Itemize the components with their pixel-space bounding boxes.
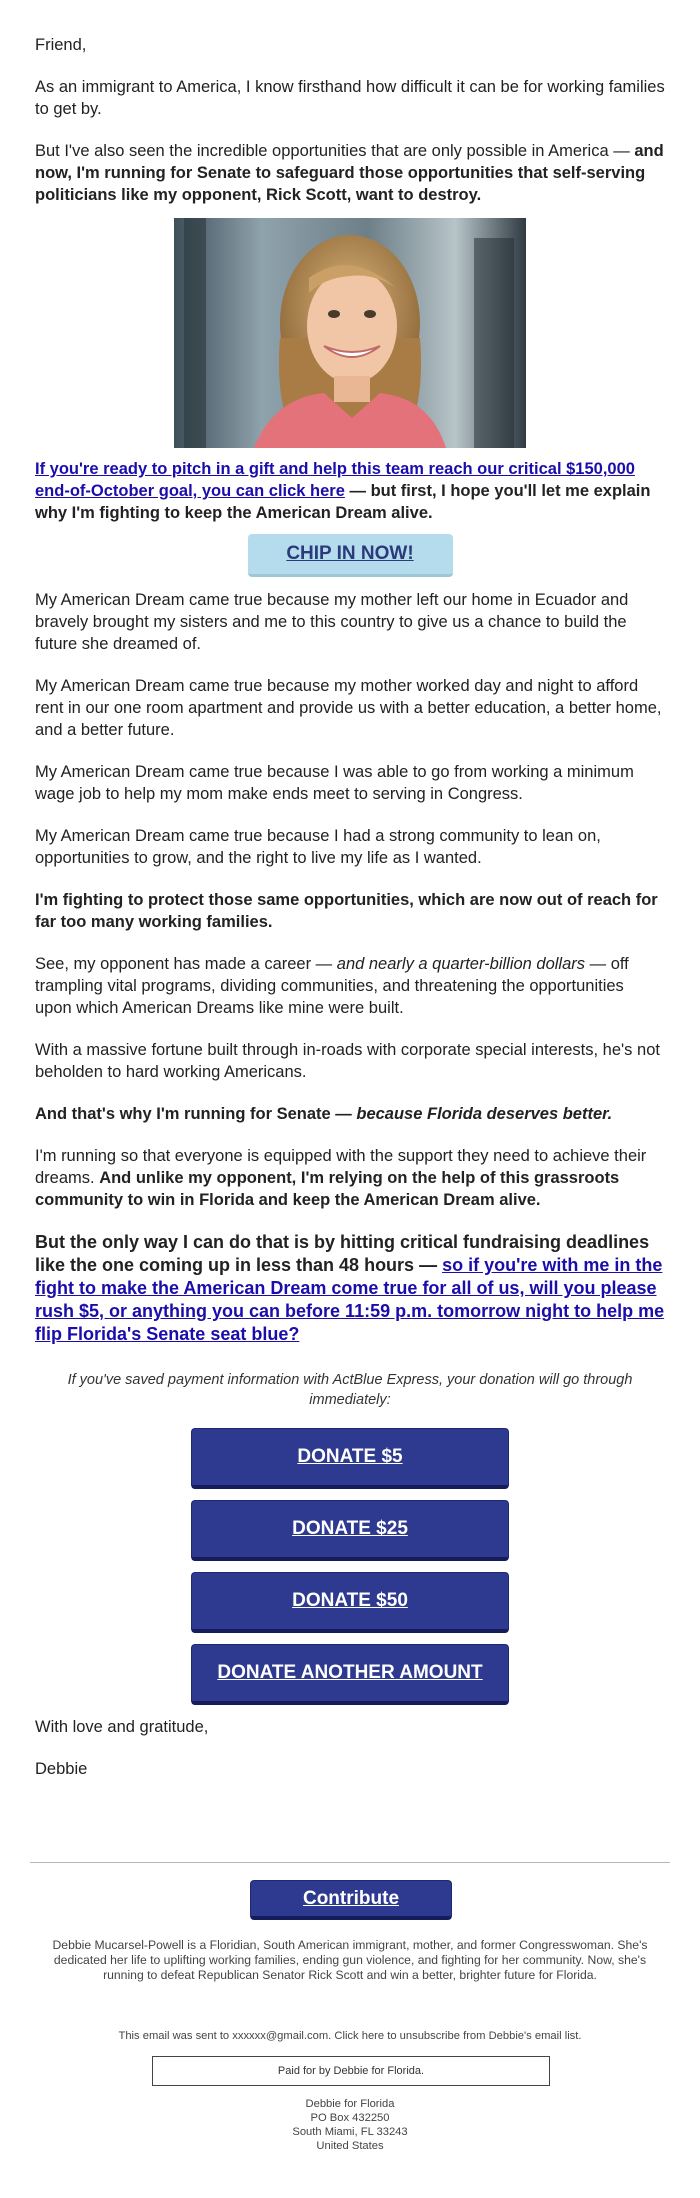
donate-other-amount-button[interactable]: DONATE ANOTHER AMOUNT	[191, 1644, 509, 1705]
career-text-end: — off trampling vital programs, dividing communities, and threatening the opportunities upon which American Dreams like mine were built.	[35, 955, 629, 1017]
career-text-start: See, my opponent has made a career —	[35, 955, 337, 973]
pitch-in-link[interactable]: If you're ready to pitch in a gift and help this team reach our critical $150,000 end-of-October goal, you can click here	[35, 460, 635, 500]
email-body	[35, 0, 665, 1800]
senate-italic: because Florida deserves better.	[356, 1105, 613, 1123]
paragraph-fortune: With a massive fortune built through in-roads with corporate special interests, he's not beholden to hard working Americans.	[35, 1041, 660, 1081]
paragraph-career	[35, 953, 665, 1019]
paid-for-disclaimer: Paid for by Debbie for Florida.	[152, 2056, 550, 2086]
running-text: I'm running so that everyone is equipped with the support they need to achieve their dreams.	[35, 1147, 647, 1187]
address-line: United States	[316, 2140, 384, 2152]
paragraph-dream-3: My American Dream came true because I was able to go from working a minimum wage job to help my mom make ends meet to serving in Congress.	[35, 763, 634, 803]
rush-donation-link[interactable]: so if you're with me in the fight to make the American Dream come true for all of us, will you please rush $5, or anything you can before 11:59 p.m. tomorrow night to help me flip Florida's Senate seat blue?	[35, 1255, 665, 1344]
paragraph-deadline	[35, 1231, 665, 1346]
donate-25-button[interactable]: DONATE $25	[191, 1500, 509, 1561]
paragraph-fighting: I'm fighting to protect those same opportunities, which are now out of reach for far too many working families.	[35, 891, 658, 931]
unsubscribe-notice[interactable]: This email was sent to xxxxxx@gmail.com. Click here to unsubscribe from Debbie's email list.	[118, 2030, 582, 2042]
paragraph-pitch-in	[35, 458, 665, 524]
signature: Debbie	[35, 1760, 88, 1778]
signoff: With love and gratitude,	[35, 1718, 209, 1736]
running-bold: And unlike my opponent, I'm relying on the help of this grassroots community to win in Florida and keep the American Dream alive.	[35, 1169, 620, 1209]
chip-in-button[interactable]: CHIP IN NOW!	[248, 534, 453, 577]
greeting: Friend,	[35, 36, 87, 54]
paragraph-dream-4: My American Dream came true because I had a strong community to lean on, opportunities to grow, and the right to live my life as I wanted.	[35, 827, 601, 867]
paragraph-pitch-in-bold: — but first, I hope you'll let me explain why I'm fighting to keep the American Dream alive.	[35, 482, 651, 522]
contribute-button[interactable]: Contribute	[250, 1880, 452, 1920]
deadline-bold: But the only way I can do that is by hitting critical fundraising deadlines like the one coming up in less than 48 hours —	[35, 1232, 650, 1275]
footer-divider	[30, 1862, 670, 1863]
donate-50-button[interactable]: DONATE $50	[191, 1572, 509, 1633]
paragraph-opportunities-bold: and now, I'm running for Senate to safeguard those opportunities that self-serving politicians like my opponent, Rick Scott, want to destroy.	[35, 142, 664, 204]
paragraph-dream-2: My American Dream came true because my mother worked day and night to afford rent in our one room apartment and provide us with a better education, a better home, and a better future.	[35, 677, 662, 739]
actblue-note: If you've saved payment information with ActBlue Express, your donation will go through immediately:	[67, 1372, 633, 1408]
paragraph-senate	[35, 1103, 665, 1125]
address-line: Debbie for Florida	[305, 2098, 395, 2110]
career-text-italic: and nearly a quarter-billion dollars	[336, 955, 586, 973]
paragraph-immigrant: As an immigrant to America, I know firsthand how difficult it can be for working families to get by.	[35, 78, 665, 118]
candidate-photo	[174, 218, 526, 448]
paragraph-opportunities-text: But I've also seen the incredible opportunities that are only possible in America —	[35, 142, 635, 160]
paragraph-opportunities	[35, 140, 665, 206]
donate-5-button[interactable]: DONATE $5	[191, 1428, 509, 1489]
paragraph-running	[35, 1145, 665, 1211]
mailing-address	[200, 2097, 500, 2153]
address-line: South Miami, FL 33243	[292, 2126, 408, 2138]
footer-bio: Debbie Mucarsel-Powell is a Floridian, South American immigrant, mother, and former Congresswoman. She's dedicated her life to uplifting working families, ending gun violence, and fighting for her community. Now, she's running to defeat Republican Senator Rick Scott and win a better, brighter future for Florida.	[52, 1938, 648, 1982]
senate-bold: And that's why I'm running for Senate —	[35, 1105, 357, 1123]
candidate-portrait-image	[174, 218, 526, 448]
address-line: PO Box 432250	[310, 2112, 390, 2124]
paragraph-dream-1: My American Dream came true because my mother left our home in Ecuador and bravely brought my sisters and me to this country to give us a chance to build the future she dreamed of.	[35, 591, 629, 653]
